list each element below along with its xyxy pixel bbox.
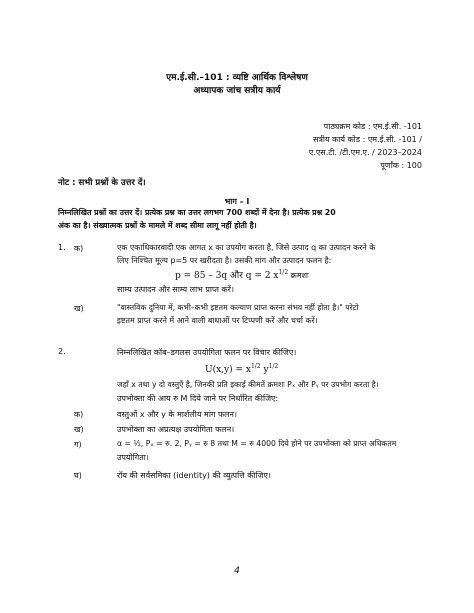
formula-exponent: 1/2	[278, 269, 289, 276]
note: नोट : सभी प्रश्नों के उत्तर दें।	[58, 178, 146, 188]
formula-text: y	[260, 365, 269, 375]
assignment-code: सत्रीय कार्य कोड : एम.ई.सी. -101 /	[313, 135, 422, 144]
sub-question-label: क)	[74, 410, 84, 419]
section-heading: भाग – I	[224, 197, 250, 206]
question-text: रॉय की सर्वसमिका (identity) की व्युत्पत्ति कीजिए।	[117, 471, 271, 480]
question-text: उपयोगिता।	[117, 453, 149, 462]
sub-question-label: ग)	[74, 440, 82, 449]
question-number: 1.	[58, 243, 66, 252]
sub-question-label: ख)	[74, 425, 84, 434]
question-text: साम्य उत्पादन और साम्य लाभ प्राप्त करें।	[117, 285, 234, 294]
page-title: एम.ई.सी.–101 : व्यष्टि आर्थिक विश्लेषण	[166, 73, 308, 83]
formula	[175, 268, 309, 281]
question-text: वस्तुओं x और y के मार्शलीय मांग फलन।	[117, 410, 238, 419]
sub-question-label: घ)	[74, 471, 82, 480]
formula-text: U(x,y) = x	[205, 365, 251, 375]
question-text: "वास्तविक दुनिया में, कभी–कभी इष्टतम कल्याण प्राप्त करना संभव नहीं होता है।" परेटो	[117, 303, 359, 312]
assignment-code-year: ए.एस.टी. /टी.एम.ए. / 2023–2024	[308, 148, 422, 157]
question-text: उपभोक्ता का अप्रत्यक्ष उपयोगिता फलन।	[117, 425, 235, 434]
sub-question-label: क)	[74, 244, 84, 253]
page-number: 4	[234, 566, 240, 576]
formula-tail: क्रमशः	[288, 271, 309, 280]
sub-question-label: ख)	[74, 304, 84, 313]
formula-text: p = 85 – 3q और q = 2 x	[175, 271, 279, 281]
formula-exponent: 1/2	[268, 363, 279, 370]
question-text: जहाँ x तथा y दो वस्तुएँ है, जिनकी प्रति इकाई कीमतें क्रमशः Pₓ और Pᵧ पर उपभोग करता है।	[117, 380, 379, 389]
formula-exponent: 1/2	[250, 363, 261, 370]
question-text: एक एकाधिकारवादी एक आगत x का उपयोग करता है, जिसे उत्पाद q का उत्पादन करने के	[117, 243, 376, 252]
question-text: इष्टतम प्राप्त करने में आने वाली बाधाओं पर टिप्पणी करें और चर्चा करें।	[117, 316, 318, 325]
question-text: निम्नलिखित कॉब–डगलस उपयोगिता फलन पर विचार कीजिए।	[117, 348, 297, 357]
page-subtitle: अध्यापक जांच सत्रीय कार्य	[193, 86, 281, 96]
section-instruction-2: अंक का है। संख्यात्मक प्रश्नों के मामले में शब्द सीमा लागू नहीं होती है।	[58, 221, 257, 230]
question-text: उपभोक्ता की आय रु M दिये जाने पर निर्धारित कीजिए:	[117, 394, 279, 403]
question-text: α = ½, Pₓ = रु. 2, Pᵧ = रु 8 तथा M = रु 4000 दिये होने पर उपभोक्ता को प्राप्त अधिकतम	[117, 439, 397, 448]
course-code: पाठ्यक्रम कोड : एम.ई.सी. -101	[323, 122, 422, 131]
question-text: लिए निश्चित मूल्य p=5 पर खरीदता है। उसकी मांग और उत्पादन फलन है:	[117, 256, 332, 265]
utility-formula	[205, 363, 278, 375]
max-marks: पूर्णांक : 100	[380, 161, 422, 170]
question-number: 2.	[58, 347, 66, 356]
section-instruction-1: निम्नलिखित प्रश्नों का उत्तर दें। प्रत्येक प्रश्न का उत्तर लगभग 700 शब्दों में देना है। प्रत्येक प्रश्न 20	[58, 208, 336, 217]
